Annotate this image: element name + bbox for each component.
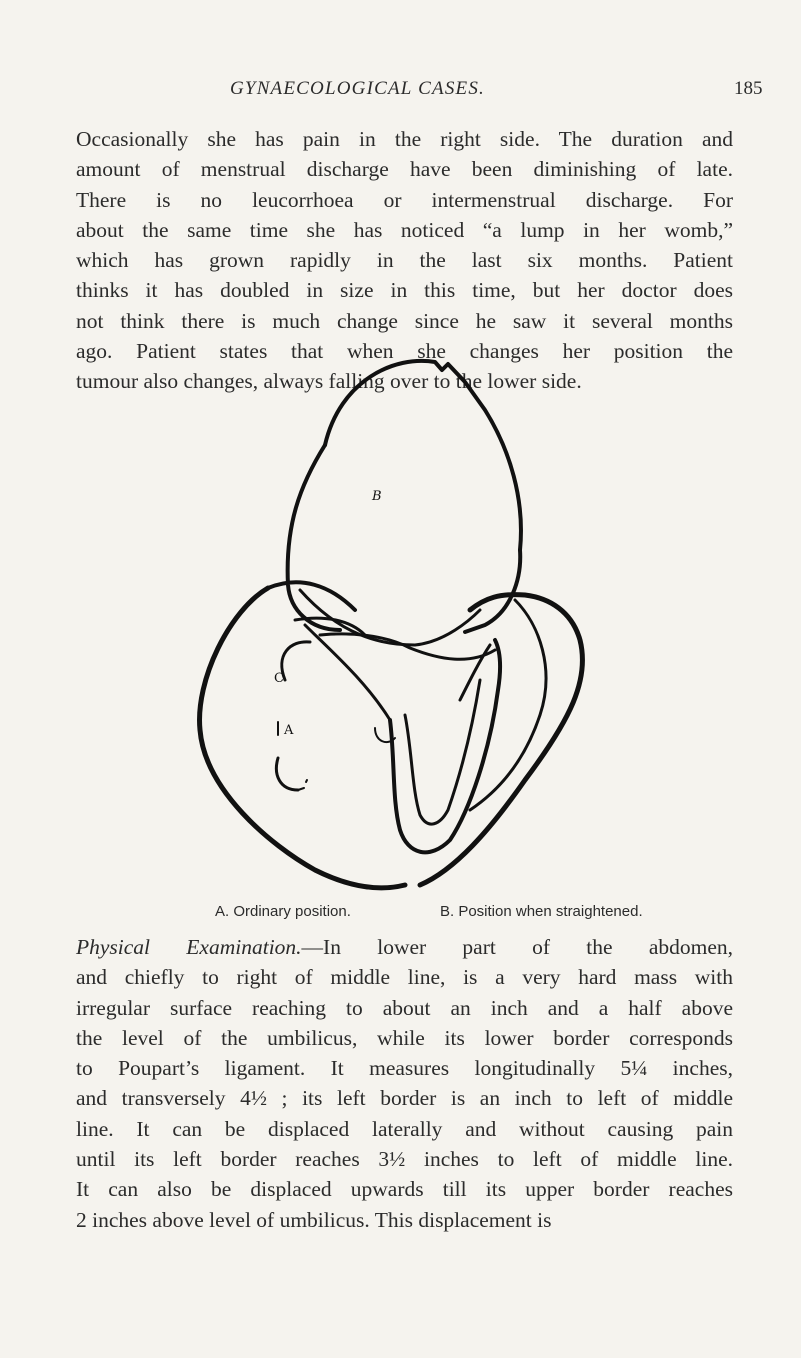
text-line: line. It can be displaced laterally and without causing pain: [76, 1116, 733, 1141]
text-line: ago. Patient states that when she changes her position the: [76, 339, 733, 364]
outline-a-inner-top: [320, 634, 495, 659]
text-line: irregular surface reaching to about an inch and a half above: [76, 995, 733, 1020]
figure-label-c: C: [274, 671, 284, 686]
outline-c-inner: [282, 642, 310, 680]
tumour-position-diagram: [180, 350, 600, 900]
outline-a-small-bottom: [276, 758, 298, 790]
text-line: to Poupart’s ligament. It measures longitudinally 5¼ inches,: [76, 1056, 733, 1081]
page-number: 185: [734, 78, 763, 99]
figure-label-a: A: [284, 723, 294, 738]
outline-right-sweep: [470, 600, 546, 810]
figure-caption-a: A. Ordinary position.: [215, 903, 351, 920]
text-line: 2 inches above level of umbilicus. This displacement is: [76, 1207, 552, 1232]
figure-caption-b: B. Position when straightened.: [440, 903, 643, 920]
outline-b-right: [465, 550, 520, 632]
paragraph-examination: [76, 932, 733, 1235]
outline-small-dots: [298, 780, 307, 790]
running-head: GYNAECOLOGICAL CASES.: [230, 78, 485, 99]
outline-outer-right: [420, 595, 583, 885]
figure-label-b: B: [372, 489, 382, 504]
text-line: the level of the umbilicus, while its lower border corresponds: [76, 1025, 733, 1050]
text-line: which has grown rapidly in the last six months. Patient: [76, 248, 733, 273]
outline-a-u-outer: [390, 640, 500, 852]
outline-outer-top-left: [268, 582, 355, 610]
text-line: thinks it has doubled in size in this time, but her doctor does: [76, 278, 733, 303]
outline-b-upper: [325, 361, 521, 550]
section-lead: Physical Examination.: [76, 935, 302, 959]
text-line: and chiefly to right of middle line, is a very hard mass with: [76, 965, 733, 990]
text-line: amount of menstrual discharge have been diminishing of late.: [76, 157, 733, 182]
text-line: about the same time she has noticed “a lump in her womb,”: [76, 217, 733, 242]
text-line: Occasionally she has pain in the right side. The duration and: [76, 127, 733, 151]
outline-a-u-right: [460, 645, 490, 700]
text-line: It can also be displaced upwards till its upper border reaches: [76, 1177, 733, 1202]
text-line: until its left border reaches 3½ inches to left of middle line.: [76, 1147, 733, 1172]
text-line: not think there is much change since he saw it several months: [76, 308, 733, 333]
text-line: and transversely 4½ ; its left border is an inch to left of middle: [76, 1086, 733, 1111]
text-line: There is no leucorrhoea or intermenstrual discharge. For: [76, 187, 733, 212]
text-line: [76, 932, 733, 962]
text-fragment: —In lower part of the abdomen,: [301, 935, 733, 959]
outline-outer-left: [200, 588, 405, 888]
text-line: tumour also changes, always falling over to the lower side.: [76, 369, 582, 394]
